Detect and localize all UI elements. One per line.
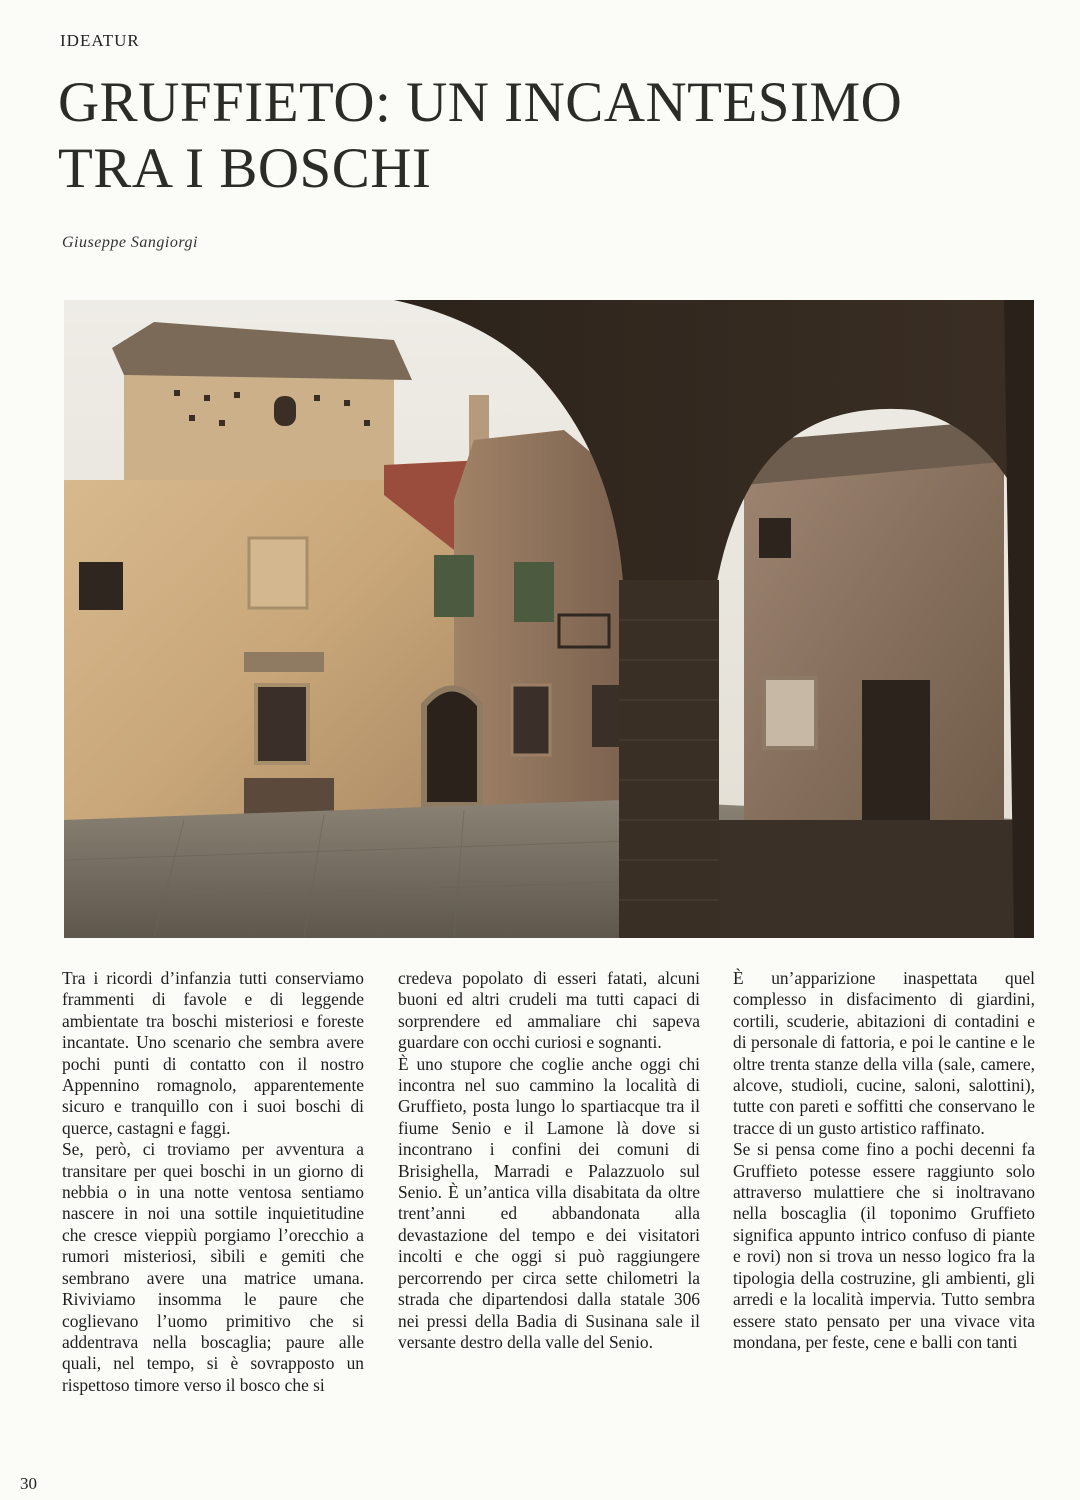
side-window (592, 685, 620, 747)
section-header: IDEATUR (60, 31, 140, 50)
paragraph: credeva popolato di esseri fatati, alcuni buoni ed altri crudeli ma tutti capaci di sorprendere ed ammaliare chi sapeva guardare con occhi curiosi e sognanti. (398, 968, 700, 1053)
right-doorway (862, 680, 930, 820)
right-upper-window (759, 518, 791, 558)
left-window (79, 562, 123, 610)
article-title (58, 70, 1048, 202)
title-line-2: TRA I BOSCHI (58, 137, 432, 200)
text-column-2 (398, 968, 700, 1353)
window-pediment (244, 652, 324, 672)
page-number: 30 (20, 1474, 37, 1493)
courtyard-photo-illustration (64, 300, 1034, 938)
upper-window-blind (249, 538, 307, 608)
article-photo (64, 300, 1034, 938)
paragraph: È un’apparizione inaspettata quel complesso in disfacimento di giardini, cortili, scuderie, abitazioni di contadini e di personale di fattoria, e poi le cantine e le oltre trenta stanze della villa (sale, camere, alcove, studioli, cucine, saloni, salottini), tutte con pareti e soffitti che conservano le tracce di un gusto artistico raffinato. (733, 968, 1035, 1138)
right-small-window (764, 678, 816, 748)
tower-window (274, 396, 296, 426)
green-shutter-1 (434, 555, 474, 617)
text-column-3 (733, 968, 1035, 1353)
low-stone-wall (704, 820, 1034, 938)
lower-window (512, 685, 550, 755)
paragraph: È uno stupore che coglie anche oggi chi incontra nel suo cammino la località di Gruffieto, posta lungo lo spartiacque tra il fiume Senio e il Lamone là dove si incontrano i confini dei comuni di Brisighella, Marradi e Palazzuolo sul Senio. È un’antica villa disabitata da oltre trent’anni ed abbandonata alla devastazione del tempo e dei visitatori incolti e che oggi si può raggiungere percorrendo per circa sette chilometri la strada che dipartendosi dalla statale 306 nei pressi della Badia di Susinana sale il versante destro della valle del Senio. (398, 1053, 700, 1352)
green-shutter-2 (514, 562, 554, 622)
author-byline: Giuseppe Sangiorgi (62, 234, 198, 251)
title-line-1: GRUFFIETO: UN INCANTESIMO (58, 71, 903, 134)
paragraph: Se si pensa come fino a pochi decenni fa Gruffieto potesse essere raggiunto solo attraverso mulattiere che si inoltravano nella boscaglia (il toponimo Gruffieto significa appunto intrico confuso di piante e rovi) non si trova un nesso logico fra la tipologia della costruzine, gli ambienti, gli arredi e la località impervia. Tutto sembra essere stato pensato per una vivace vita mondana, per feste, cene e balli con tanti (733, 1139, 1035, 1352)
arched-doorway (424, 689, 480, 806)
arcade-pillar (619, 580, 719, 938)
paragraph: Tra i ricordi d’infanzia tutti conserviamo frammenti di favole e di leggende ambientate tra boschi misteriosi e foreste incantate. Uno scenario che sembra avere pochi punti di contatto con il nostro Appennino romagnolo, apparentemente sicuro e tranquillo con i suoi boschi di querce, castagni e faggi. (62, 968, 364, 1138)
text-column-1 (62, 968, 364, 1396)
paragraph: Se, però, ci troviamo per avventura a transitare per quei boschi in un giorno di nebbia o in una notte ventosa sentiamo nascere in noi una sottile inquietitudine che cresce vieppiù porgiamo l’orecchio a rumori misteriosi, sìbili e gemiti che sembrano avere una matrice umana. Riviviamo insomma le paure che coglievano l’uomo primitivo che si addentrava nella boscaglia; paure alle quali, nel tempo, si è sovrapposto un rispettoso timore verso il bosco che si (62, 1139, 364, 1395)
grated-window (256, 685, 308, 763)
